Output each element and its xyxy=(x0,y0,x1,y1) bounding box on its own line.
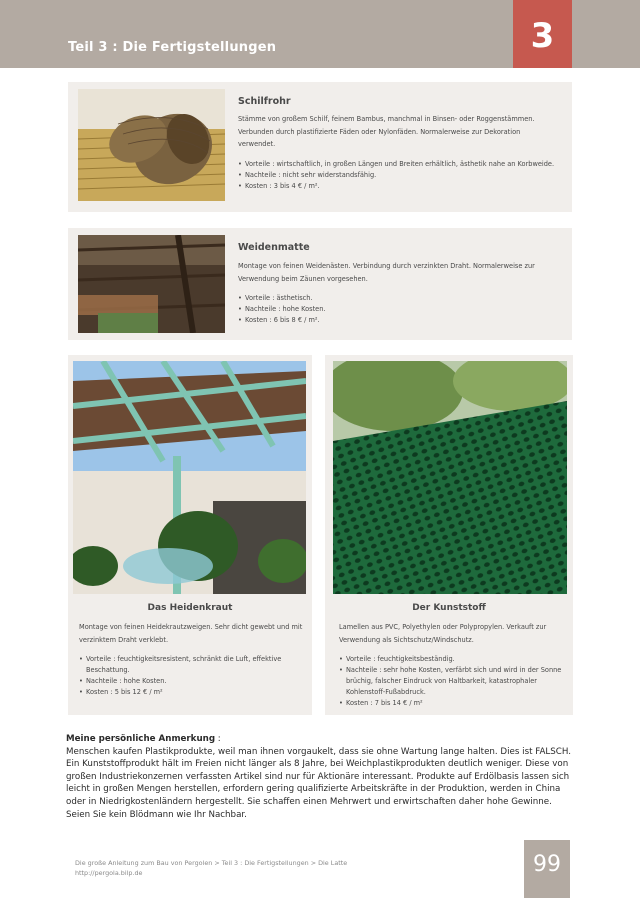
willow-pergola-photo xyxy=(78,235,225,333)
footer xyxy=(75,858,347,878)
list-item: • Vorteile : feuchtigkeitsresistent, schränkt die Luft, effektive Beschattung. xyxy=(79,654,305,676)
material-card-schilfrohr xyxy=(68,82,572,212)
card-bullet-list xyxy=(339,654,565,709)
card-description: Montage von feinen Heidekrautzweigen. Sehr dicht gewebt und mit verzinktem Draht verklebt. xyxy=(79,623,303,644)
list-item: • Vorteile : ästhetisch. xyxy=(238,293,556,304)
card-bullet-list xyxy=(79,654,305,698)
reed-mat-photo xyxy=(78,89,225,201)
note-heading-suffix: : xyxy=(215,734,221,744)
note-heading: Meine persönliche Anmerkung xyxy=(66,734,216,744)
page-number: 99 xyxy=(524,840,570,898)
footer-url[interactable]: http://pergola.bilp.de xyxy=(75,869,143,877)
chapter-title: Teil 3 : Die Fertigstellungen xyxy=(68,40,277,55)
list-item: • Nachteile : hohe Kosten. xyxy=(238,304,556,315)
list-item: • Kosten : 6 bis 8 € / m². xyxy=(238,315,556,326)
material-card-kunststoff xyxy=(325,355,573,715)
list-item: • Vorteile : feuchtigkeitsbeständig. xyxy=(339,654,565,665)
material-card-weidenmatte xyxy=(68,228,572,340)
card-title: Der Kunststoff xyxy=(412,603,486,613)
list-item: • Nachteile : sehr hohe Kosten, verfärbt sich und wird in der Sonne brüchig, falscher Eindruck von Haltbarkeit, katastrophaler Kohlenstoff-Fußabdruck. xyxy=(339,665,565,698)
footer-breadcrumb: Die große Anleitung zum Bau von Pergolen > Teil 3 : Die Fertigstellungen > Die Latte xyxy=(75,859,348,867)
list-item: • Nachteile : hohe Kosten. xyxy=(79,676,305,687)
list-item: • Kosten : 7 bis 14 € / m² xyxy=(339,698,565,709)
list-item: • Kosten : 3 bis 4 € / m². xyxy=(238,181,556,192)
personal-note xyxy=(66,733,574,821)
card-description: Montage von feinen Weidenästen. Verbindung durch verzinkten Draht. Normalerweise zur Verwendung beim Zäunen vorgesehen. xyxy=(238,262,535,283)
heather-pergola-photo xyxy=(73,361,306,594)
list-item: • Kosten : 5 bis 12 € / m² xyxy=(79,687,305,698)
note-body: Menschen kaufen Plastikprodukte, weil man ihnen vorgaukelt, dass sie ohne Wartung lange halten. Dies ist FALSCH. Ein Kunststoffprodukt hält im Freien nicht länger als 8 Jahre, bei Weichplastikprodukten deutlich weniger. Diese von großen Industriekonzernen verfassten Artikel sind nur für Aktionäre interessant. Produkte auf Erdölbasis lassen sich leicht in großen Mengen herstellen, erfordern gering qualifizierte Arbeitskräfte in der Produktion, werden in China oder in Niedrigkostenländern hergestellt. Sie schaffen einen Mehrwert und erwirtschaften daher hohe Gewinne. Seien Sie kein Blödmann wie Ihr Nachbar. xyxy=(66,746,571,820)
card-title: Schilfrohr xyxy=(238,96,291,107)
card-title: Das Heidenkraut xyxy=(147,603,233,613)
material-card-heidenkraut xyxy=(68,355,312,715)
plastic-mesh-photo xyxy=(333,361,567,594)
card-description: Stämme von großem Schilf, feinem Bambus, manchmal in Binsen- oder Roggenstämmen. Verbunden durch plastifizierte Fäden oder Nylonfäden. Normalerweise zur Dekoration verwendet. xyxy=(238,115,535,148)
chapter-number-badge: 3 xyxy=(513,0,572,68)
card-bullet-list xyxy=(238,159,556,192)
card-description: Lamellen aus PVC, Polyethylen oder Polypropylen. Verkauft zur Verwendung als Sichtschutz/Windschutz. xyxy=(339,623,547,644)
card-title: Weidenmatte xyxy=(238,242,310,253)
card-bullet-list xyxy=(238,293,556,326)
list-item: • Nachteile : nicht sehr widerstandsfähig. xyxy=(238,170,556,181)
list-item: • Vorteile : wirtschaftlich, in großen Längen und Breiten erhältlich, ästhetik nahe an Korbweide. xyxy=(238,159,556,170)
